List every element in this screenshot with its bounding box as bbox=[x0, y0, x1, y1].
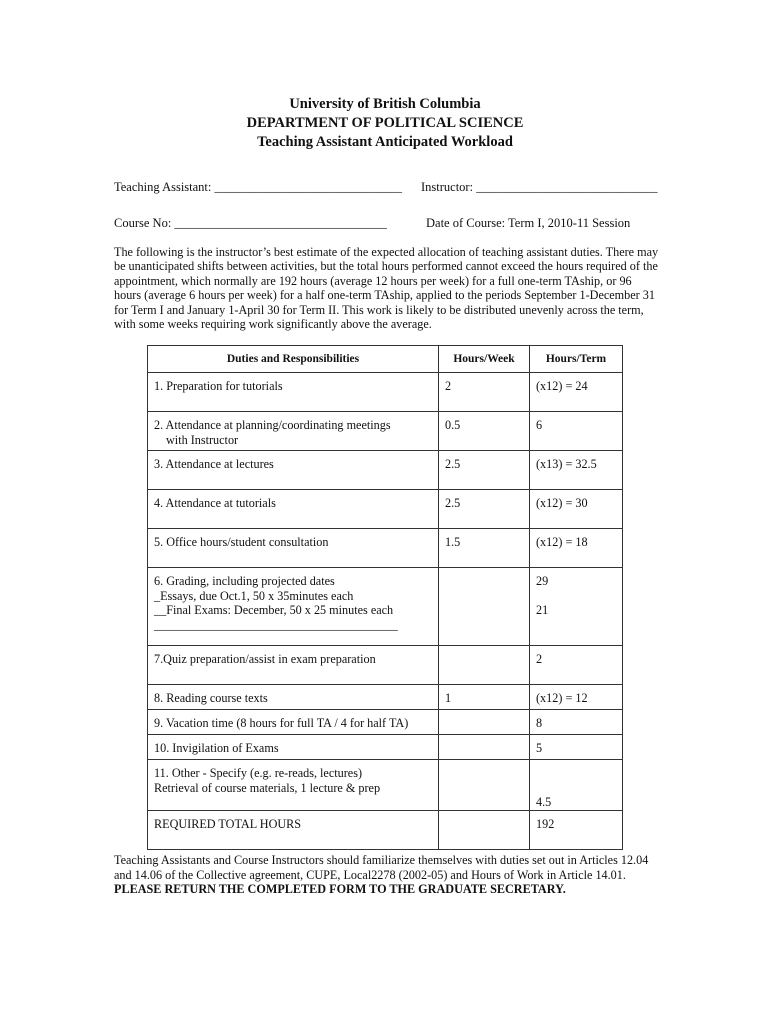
footer-note bbox=[114, 853, 659, 897]
hours-week-cell[interactable]: 2.5 bbox=[439, 451, 530, 490]
hours-term-line: (x12) = 12 bbox=[536, 691, 588, 705]
hours-week-cell[interactable]: 1.5 bbox=[439, 529, 530, 568]
duty-cell bbox=[148, 646, 439, 685]
duty-line: ________________________________________ bbox=[154, 617, 398, 632]
intro-paragraph: The following is the instructor’s best estimate of the expected allocation of teaching assistant duties. There may be unanticipated shifts between activities, but the total hours performed cannot exceed the hours required of the appointment, which normally are 192 hours (average 12 hours per week) for a full one-term TAship, or 96 hours (average 6 hours per week) for a half one-term TAship, applied to the periods September 1-December 31 for Term I and January 1-April 30 for Term II. This work is likely to be distributed unevenly across the term, with some weeks requiring work significantly above the average. bbox=[114, 245, 659, 332]
department-name: DEPARTMENT OF POLITICAL SCIENCE bbox=[246, 115, 524, 131]
hours-term-cell[interactable] bbox=[530, 451, 623, 490]
hours-term-line: 21 bbox=[536, 603, 549, 617]
hours-term-line: 192 bbox=[536, 816, 555, 831]
form-title: Teaching Assistant Anticipated Workload bbox=[257, 134, 513, 150]
course-number-field[interactable]: Course No: __________________________________ bbox=[114, 216, 387, 230]
duty-cell bbox=[148, 685, 439, 710]
hours-term-line: (x12) = 24 bbox=[536, 379, 588, 393]
duty-cell bbox=[148, 373, 439, 412]
hours-term-cell[interactable] bbox=[530, 568, 623, 646]
duty-cell bbox=[148, 412, 439, 451]
duty-line: _Essays, due Oct.1, 50 x 35minutes each bbox=[154, 588, 354, 603]
table-header-row bbox=[148, 346, 623, 373]
table-row bbox=[148, 685, 623, 710]
hours-week-cell[interactable] bbox=[439, 735, 530, 760]
duty-cell bbox=[148, 760, 439, 811]
table-row bbox=[148, 646, 623, 685]
hours-term-cell[interactable] bbox=[530, 412, 623, 451]
hours-term-line bbox=[536, 766, 622, 781]
table-row bbox=[148, 490, 623, 529]
duty-cell bbox=[148, 529, 439, 568]
hours-term-line: 8 bbox=[536, 716, 543, 730]
hours-term-cell[interactable] bbox=[530, 810, 623, 849]
duty-cell bbox=[148, 810, 439, 849]
duty-line: 3. Attendance at lectures bbox=[154, 457, 274, 471]
hours-week-cell[interactable]: 2.5 bbox=[439, 490, 530, 529]
table-row bbox=[148, 760, 623, 811]
footer-emphasis: PLEASE RETURN THE COMPLETED FORM TO THE GRADUATE SECRETARY. bbox=[114, 882, 566, 896]
duty-line: 5. Office hours/student consultation bbox=[154, 535, 329, 549]
duty-line: 7.Quiz preparation/assist in exam preparation bbox=[154, 652, 376, 666]
footer-text: Teaching Assistants and Course Instructors should familiarize themselves with duties set out in Articles 12.04 and 14.06 of the Collective agreement, CUPE, Local2278 (2002-05) and Hours of Work in Article 14.01. bbox=[114, 853, 649, 882]
hours-week-cell[interactable] bbox=[439, 810, 530, 849]
hours-term-cell[interactable] bbox=[530, 685, 623, 710]
table-row bbox=[148, 568, 623, 646]
hours-term-line: 4.5 bbox=[536, 795, 552, 809]
hours-term-line: (x13) = 32.5 bbox=[536, 457, 597, 471]
header-hours-week: Hours/Week bbox=[439, 346, 530, 373]
hours-week-cell[interactable] bbox=[439, 710, 530, 735]
instructor-field[interactable]: Instructor: _____________________________ bbox=[421, 180, 658, 194]
hours-term-cell[interactable] bbox=[530, 529, 623, 568]
hours-week-cell[interactable] bbox=[439, 760, 530, 811]
table-row bbox=[148, 412, 623, 451]
header-duties: Duties and Responsibilities bbox=[148, 346, 439, 373]
duty-cell bbox=[148, 568, 439, 646]
hours-term-line: 6 bbox=[536, 418, 543, 432]
teaching-assistant-field[interactable]: Teaching Assistant: ______________________________ bbox=[114, 180, 403, 194]
hours-term-line: 2 bbox=[536, 652, 543, 666]
hours-term-line: (x12) = 30 bbox=[536, 496, 588, 510]
course-date-field: Date of Course: Term I, 2010-11 Session bbox=[426, 216, 631, 230]
duty-line: 9. Vacation time (8 hours for full TA / 4 for half TA) bbox=[154, 716, 409, 730]
hours-term-cell[interactable] bbox=[530, 490, 623, 529]
duty-line: 2. Attendance at planning/coordinating meetings bbox=[154, 418, 391, 432]
hours-term-line: 29 bbox=[536, 574, 549, 588]
hours-term-line: (x12) = 18 bbox=[536, 535, 588, 549]
hours-week-cell[interactable]: 0.5 bbox=[439, 412, 530, 451]
duties-table bbox=[147, 345, 623, 850]
duty-line: 1. Preparation for tutorials bbox=[154, 379, 283, 393]
duty-line: 6. Grading, including projected dates bbox=[154, 574, 335, 588]
hours-term-cell[interactable] bbox=[530, 760, 623, 811]
duty-line: Retrieval of course materials, 1 lecture & prep bbox=[154, 780, 381, 795]
hours-term-cell[interactable] bbox=[530, 710, 623, 735]
hours-term-cell[interactable] bbox=[530, 646, 623, 685]
hours-week-cell[interactable]: 1 bbox=[439, 685, 530, 710]
table-row bbox=[148, 810, 623, 849]
duty-line: REQUIRED TOTAL HOURS bbox=[154, 816, 302, 831]
duty-cell bbox=[148, 451, 439, 490]
hours-term-line bbox=[536, 589, 622, 604]
table-row bbox=[148, 710, 623, 735]
hours-week-cell[interactable] bbox=[439, 646, 530, 685]
duty-cell bbox=[148, 735, 439, 760]
duty-cell bbox=[148, 490, 439, 529]
hours-term-line bbox=[536, 781, 622, 796]
table-row bbox=[148, 735, 623, 760]
duty-cell bbox=[148, 710, 439, 735]
duty-line: 8. Reading course texts bbox=[154, 691, 268, 705]
hours-term-line: 5 bbox=[536, 741, 543, 755]
table-row bbox=[148, 373, 623, 412]
hours-week-cell[interactable]: 2 bbox=[439, 373, 530, 412]
university-name: University of British Columbia bbox=[289, 96, 481, 112]
duty-line: 4. Attendance at tutorials bbox=[154, 496, 276, 510]
duty-line: __Final Exams: December, 50 x 25 minutes each bbox=[154, 603, 394, 617]
table-row bbox=[148, 529, 623, 568]
duty-line: with Instructor bbox=[166, 432, 239, 447]
duty-line: 10. Invigilation of Exams bbox=[154, 741, 279, 755]
hours-term-cell[interactable] bbox=[530, 735, 623, 760]
table-row bbox=[148, 451, 623, 490]
hours-term-cell[interactable] bbox=[530, 373, 623, 412]
hours-week-cell[interactable] bbox=[439, 568, 530, 646]
header-hours-term: Hours/Term bbox=[530, 346, 623, 373]
duty-line: 11. Other - Specify (e.g. re-reads, lectures) bbox=[154, 766, 362, 780]
